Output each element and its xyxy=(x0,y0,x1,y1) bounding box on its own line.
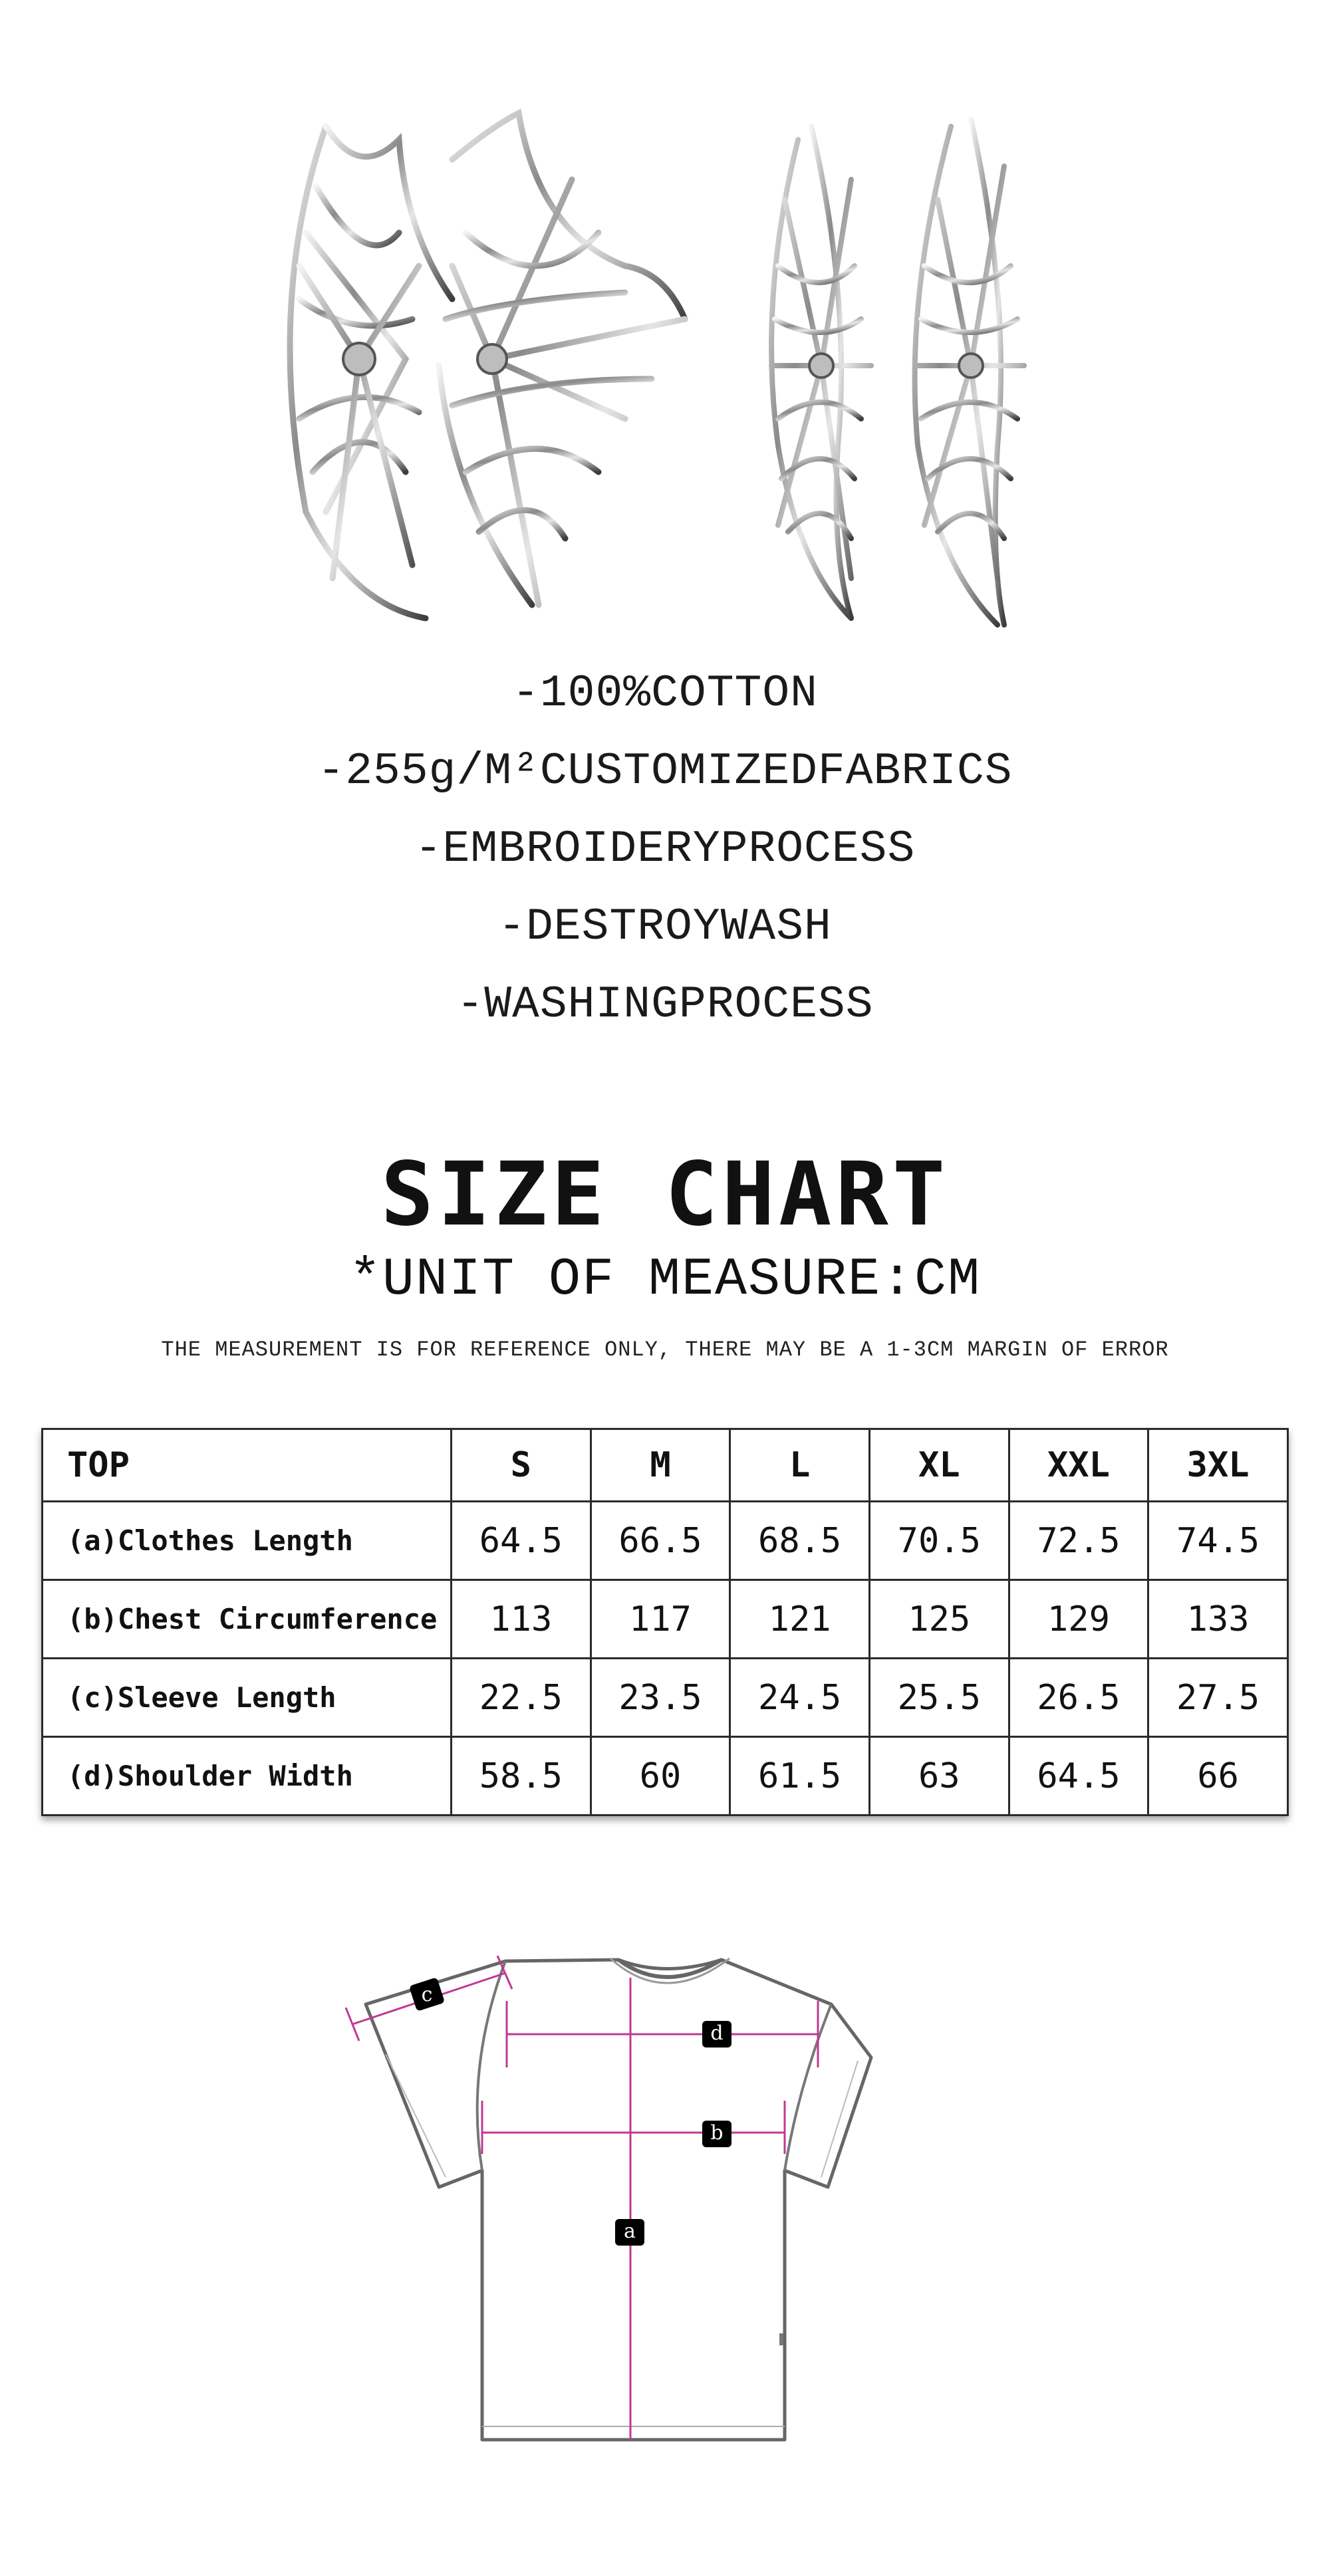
table-cell: 121 xyxy=(730,1580,870,1659)
table-cell: 66.5 xyxy=(591,1502,730,1580)
table-cell: 64.5 xyxy=(1009,1737,1148,1815)
spiderweb-back-right-icon xyxy=(915,120,1024,625)
svg-text:b: b xyxy=(710,2121,724,2145)
table-cell: 68.5 xyxy=(730,1502,870,1580)
table-cell: 133 xyxy=(1148,1580,1288,1659)
svg-text:c: c xyxy=(421,1983,433,2006)
table-row xyxy=(43,1737,1288,1815)
svg-text:d: d xyxy=(710,2022,724,2045)
row-label-shoulder-width: (d)Shoulder Width xyxy=(43,1737,452,1815)
table-cell: 23.5 xyxy=(591,1659,730,1737)
table-cell: 61.5 xyxy=(730,1737,870,1815)
table-cell: 74.5 xyxy=(1148,1502,1288,1580)
table-cell: 26.5 xyxy=(1009,1659,1148,1737)
feature-embroidery: -EMBROIDERYPROCESS xyxy=(414,824,916,875)
spiderweb-front-right-icon xyxy=(439,113,685,605)
header-size-m: M xyxy=(591,1429,730,1502)
size-table-header xyxy=(43,1429,1288,1502)
table-cell: 64.5 xyxy=(452,1502,591,1580)
product-features xyxy=(0,655,1330,1044)
spiderweb-front-left-icon xyxy=(290,126,452,618)
svg-text:a: a xyxy=(624,2220,636,2243)
table-cell: 70.5 xyxy=(869,1502,1009,1580)
header-size-3xl: 3XL xyxy=(1148,1429,1288,1502)
header-size-xl: XL xyxy=(869,1429,1009,1502)
size-chart-note: THE MEASUREMENT IS FOR REFERENCE ONLY, THERE MAY BE A 1-3CM MARGIN OF ERROR xyxy=(161,1338,1169,1362)
feature-washing-process: -WASHINGPROCESS xyxy=(456,979,874,1030)
row-label-chest-circumference: (b)Chest Circumference xyxy=(43,1580,452,1659)
table-row xyxy=(43,1502,1288,1580)
table-cell: 27.5 xyxy=(1148,1659,1288,1737)
table-cell: 63 xyxy=(869,1737,1009,1815)
size-chart-unit: *UNIT OF MEASURE:CM xyxy=(348,1250,982,1310)
spiderweb-back-left-icon xyxy=(771,126,871,618)
table-cell: 129 xyxy=(1009,1580,1148,1659)
measurement-lines xyxy=(346,1956,818,2440)
header-size-xxl: XXL xyxy=(1009,1429,1148,1502)
table-cell: 113 xyxy=(452,1580,591,1659)
table-row xyxy=(43,1580,1288,1659)
header-size-l: L xyxy=(730,1429,870,1502)
table-cell: 60 xyxy=(591,1737,730,1815)
table-cell: 22.5 xyxy=(452,1659,591,1737)
size-chart-title: SIZE CHART xyxy=(380,1143,950,1246)
table-cell: 58.5 xyxy=(452,1737,591,1815)
spiderweb-artwork xyxy=(253,100,1077,645)
table-row xyxy=(43,1659,1288,1737)
header-top: TOP xyxy=(43,1429,452,1502)
table-cell: 125 xyxy=(869,1580,1009,1659)
feature-destroy-wash: -DESTROYWASH xyxy=(498,901,832,953)
table-cell: 66 xyxy=(1148,1737,1288,1815)
table-cell: 24.5 xyxy=(730,1659,870,1737)
size-table xyxy=(41,1428,1289,1816)
marker-d xyxy=(702,2021,732,2048)
header-size-s: S xyxy=(452,1429,591,1502)
table-cell: 25.5 xyxy=(869,1659,1009,1737)
row-label-clothes-length: (a)Clothes Length xyxy=(43,1502,452,1580)
table-cell: 72.5 xyxy=(1009,1502,1148,1580)
row-label-sleeve-length: (c)Sleeve Length xyxy=(43,1659,452,1737)
table-cell: 117 xyxy=(591,1580,730,1659)
marker-a xyxy=(615,2219,644,2246)
feature-cotton: -100%COTTON xyxy=(512,668,818,719)
marker-b xyxy=(702,2121,732,2147)
feature-fabric-weight: -255g/M²CUSTOMIZEDFABRICS xyxy=(317,746,1013,797)
tshirt-measurement-diagram xyxy=(332,1915,998,2446)
tshirt-outline-icon xyxy=(366,1958,871,2440)
